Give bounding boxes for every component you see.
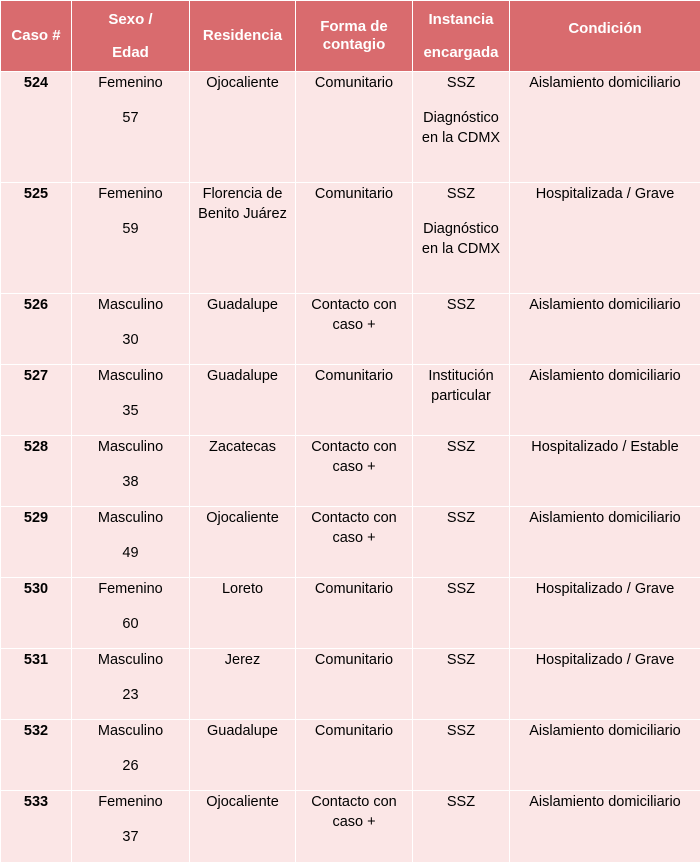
cell-sexo-edad [72,183,190,294]
table-row [1,578,700,649]
cell-edad: 35 [122,403,139,419]
cell-instancia-extra: Diagnóstico en la CDMX [421,110,501,146]
cell-residencia: Zacatecas [190,436,296,507]
cell-condicion: Hospitalizado / Grave [510,649,700,720]
cell-caso: 526 [1,294,72,365]
cell-edad: 30 [122,332,139,348]
header-instancia-line2: encargada [423,43,499,61]
cell-caso: 525 [1,183,72,294]
cell-sexo: Masculino [97,652,164,668]
cell-condicion: Aislamiento domiciliario [510,365,700,436]
cell-condicion: Aislamiento domiciliario [510,791,700,863]
cell-sexo-edad [72,649,190,720]
header-residencia: Residencia [190,1,296,72]
cell-caso: 528 [1,436,72,507]
cell-sexo-edad [72,72,190,183]
header-instancia-line1: Instancia [428,10,494,28]
cell-caso: 530 [1,578,72,649]
cell-sexo-edad [72,365,190,436]
cell-caso: 524 [1,72,72,183]
cell-caso: 529 [1,507,72,578]
cell-forma: Comunitario [296,649,413,720]
cell-residencia: Ojocaliente [190,72,296,183]
cell-forma: Comunitario [296,365,413,436]
cell-sexo: Masculino [97,368,164,384]
table-row [1,294,700,365]
cell-sexo: Masculino [97,510,164,526]
cell-instancia: SSZ [413,294,510,365]
cell-forma: Contacto con caso + [296,791,413,863]
cell-forma: Contacto con caso + [296,294,413,365]
cell-caso: 533 [1,791,72,863]
table-row [1,183,700,294]
cell-sexo: Femenino [98,794,163,810]
cell-edad: 49 [122,545,139,561]
header-condicion: Condición [510,1,700,72]
table-row [1,507,700,578]
cell-caso: 527 [1,365,72,436]
cell-instancia: SSZ [413,507,510,578]
cell-condicion: Aislamiento domiciliario [510,72,700,183]
cell-forma: Comunitario [296,720,413,791]
header-sexo-edad [72,1,190,72]
cell-edad: 26 [122,758,139,774]
cell-residencia: Loreto [190,578,296,649]
cell-forma: Comunitario [296,578,413,649]
cell-edad: 59 [122,221,139,237]
cell-instancia: SSZ [413,720,510,791]
table-row [1,72,700,183]
cell-sexo-edad [72,507,190,578]
cell-edad: 23 [122,687,139,703]
cell-instancia: Institución particular [413,365,510,436]
cell-condicion: Aislamiento domiciliario [510,507,700,578]
cell-forma: Comunitario [296,183,413,294]
cell-sexo: Masculino [97,439,164,455]
cell-residencia: Guadalupe [190,365,296,436]
cell-condicion: Aislamiento domiciliario [510,294,700,365]
table-body [1,72,700,863]
cell-residencia: Guadalupe [190,720,296,791]
cell-residencia: Ojocaliente [190,507,296,578]
cell-instancia: SSZ [413,649,510,720]
cell-forma: Comunitario [296,72,413,183]
cell-edad: 60 [122,616,139,632]
cell-condicion: Aislamiento domiciliario [510,720,700,791]
cell-sexo: Femenino [98,75,163,91]
header-caso: Caso # [1,1,72,72]
header-forma: Forma de contagio [296,1,413,72]
header-sexo: Sexo / [108,10,153,28]
cell-edad: 38 [122,474,139,490]
cell-residencia: Guadalupe [190,294,296,365]
cell-sexo: Femenino [98,186,163,202]
header-instancia [413,1,510,72]
table-header [1,1,700,72]
cell-sexo-edad [72,720,190,791]
cell-instancia: SSZ [413,578,510,649]
cell-sexo-edad [72,791,190,863]
cell-caso: 531 [1,649,72,720]
table-row [1,436,700,507]
cell-sexo-edad [72,436,190,507]
cell-instancia: SSZ [413,436,510,507]
cell-forma: Contacto con caso + [296,507,413,578]
cell-residencia: Florencia de Benito Juárez [190,183,296,294]
cell-edad: 57 [122,110,139,126]
cell-condicion: Hospitalizado / Grave [510,578,700,649]
cell-residencia: Jerez [190,649,296,720]
cell-caso: 532 [1,720,72,791]
cell-condicion: Hospitalizada / Grave [510,183,700,294]
cell-edad: 37 [122,829,139,845]
cell-sexo: Masculino [97,297,164,313]
cell-instancia [413,183,510,294]
cell-sexo: Masculino [97,723,164,739]
cell-sexo-edad [72,294,190,365]
table-row [1,720,700,791]
cell-sexo-edad [72,578,190,649]
cell-forma: Contacto con caso + [296,436,413,507]
table-row [1,365,700,436]
header-edad: Edad [112,43,149,61]
table-row [1,791,700,863]
cell-instancia-main: SSZ [446,75,476,91]
cell-instancia-main: SSZ [446,186,476,202]
cell-sexo: Femenino [98,581,163,597]
cell-instancia: SSZ [413,791,510,863]
cell-condicion: Hospitalizado / Estable [510,436,700,507]
cell-instancia [413,72,510,183]
cell-residencia: Ojocaliente [190,791,296,863]
table-row [1,649,700,720]
cell-instancia-extra: Diagnóstico en la CDMX [421,221,501,257]
header-row [1,1,700,72]
